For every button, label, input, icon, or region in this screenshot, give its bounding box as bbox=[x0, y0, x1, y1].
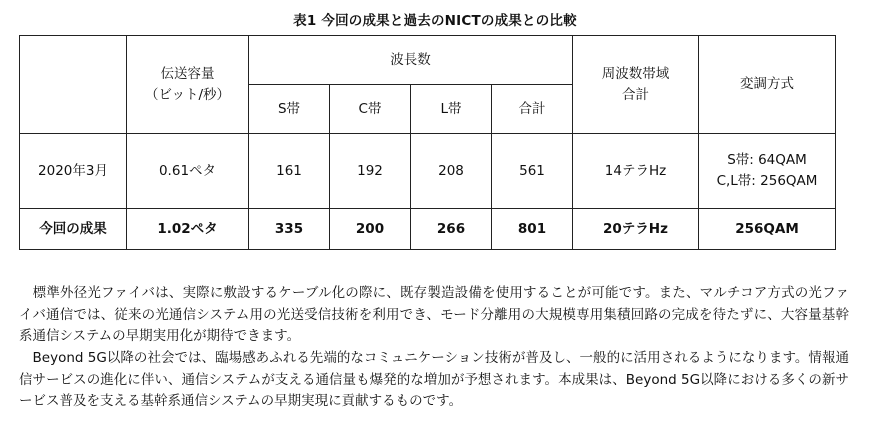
corner-cell bbox=[20, 36, 127, 134]
table-caption: 表1 今回の成果と過去のNICTの成果との比較 bbox=[293, 13, 577, 29]
total-cell: 561 bbox=[492, 134, 573, 209]
header-capacity-line2: （ビット/秒） bbox=[144, 86, 230, 103]
l-band-cell: 266 bbox=[411, 209, 492, 250]
body-paragraph-1: 標準外径光ファイバは、実際に敷設するケーブル化の際に、既存製造設備を使用することが可能です。また、マルチコア方式の光ファイバ通信では、従来の光通信システム用の光送受信技術を利用でき、モード分離用の大規模専用集積回路の完成を待たずに、大容量基幹系通信システムの早期実用化が期待できます。 bbox=[19, 285, 849, 345]
body-paragraph-2: Beyond 5G以降の社会では、臨場感あふれる先端的なコミュニケーション技術が普及し、一般的に活用されるようになります。情報通信サービスの進化に伴い、通信システムが支える通信量も爆発的な増加が予想されます。本成果は、Beyond 5G以降における多くの新サービス普及を支える基幹系通信システムの早期実現に貢献するものです。 bbox=[19, 350, 849, 410]
table-row bbox=[20, 209, 836, 250]
header-capacity-line1: 伝送容量 bbox=[160, 65, 215, 82]
bandwidth-cell: 14テラHz bbox=[573, 134, 699, 209]
header-total: 合計 bbox=[492, 85, 573, 134]
header-l-band: L帯 bbox=[411, 85, 492, 134]
bandwidth-cell: 20テラHz bbox=[573, 209, 699, 250]
modulation-cell: 256QAM bbox=[699, 209, 836, 250]
header-capacity bbox=[127, 36, 249, 134]
header-c-band: C帯 bbox=[330, 85, 411, 134]
c-band-cell: 200 bbox=[330, 209, 411, 250]
s-band-cell: 161 bbox=[249, 134, 330, 209]
header-wavelength: 波長数 bbox=[249, 36, 573, 85]
c-band-cell: 192 bbox=[330, 134, 411, 209]
modulation-line2: C,L帯: 256QAM bbox=[716, 173, 818, 189]
header-bandwidth-line1: 周波数帯域 bbox=[601, 65, 670, 82]
table-header-row bbox=[20, 36, 836, 85]
header-bandwidth-line2: 合計 bbox=[622, 86, 649, 103]
capacity-cell: 0.61ペタ bbox=[127, 134, 249, 209]
modulation-line1: S帯: 64QAM bbox=[727, 152, 807, 169]
s-band-cell: 335 bbox=[249, 209, 330, 250]
modulation-cell bbox=[699, 134, 836, 209]
capacity-cell: 1.02ペタ bbox=[127, 209, 249, 250]
row-label: 今回の成果 bbox=[20, 209, 127, 250]
table-row bbox=[20, 134, 836, 209]
l-band-cell: 208 bbox=[411, 134, 492, 209]
header-bandwidth bbox=[573, 36, 699, 134]
comparison-table bbox=[19, 35, 836, 250]
header-modulation: 変調方式 bbox=[699, 36, 836, 134]
row-label: 2020年3月 bbox=[20, 134, 127, 209]
header-s-band: S帯 bbox=[249, 85, 330, 134]
total-cell: 801 bbox=[492, 209, 573, 250]
